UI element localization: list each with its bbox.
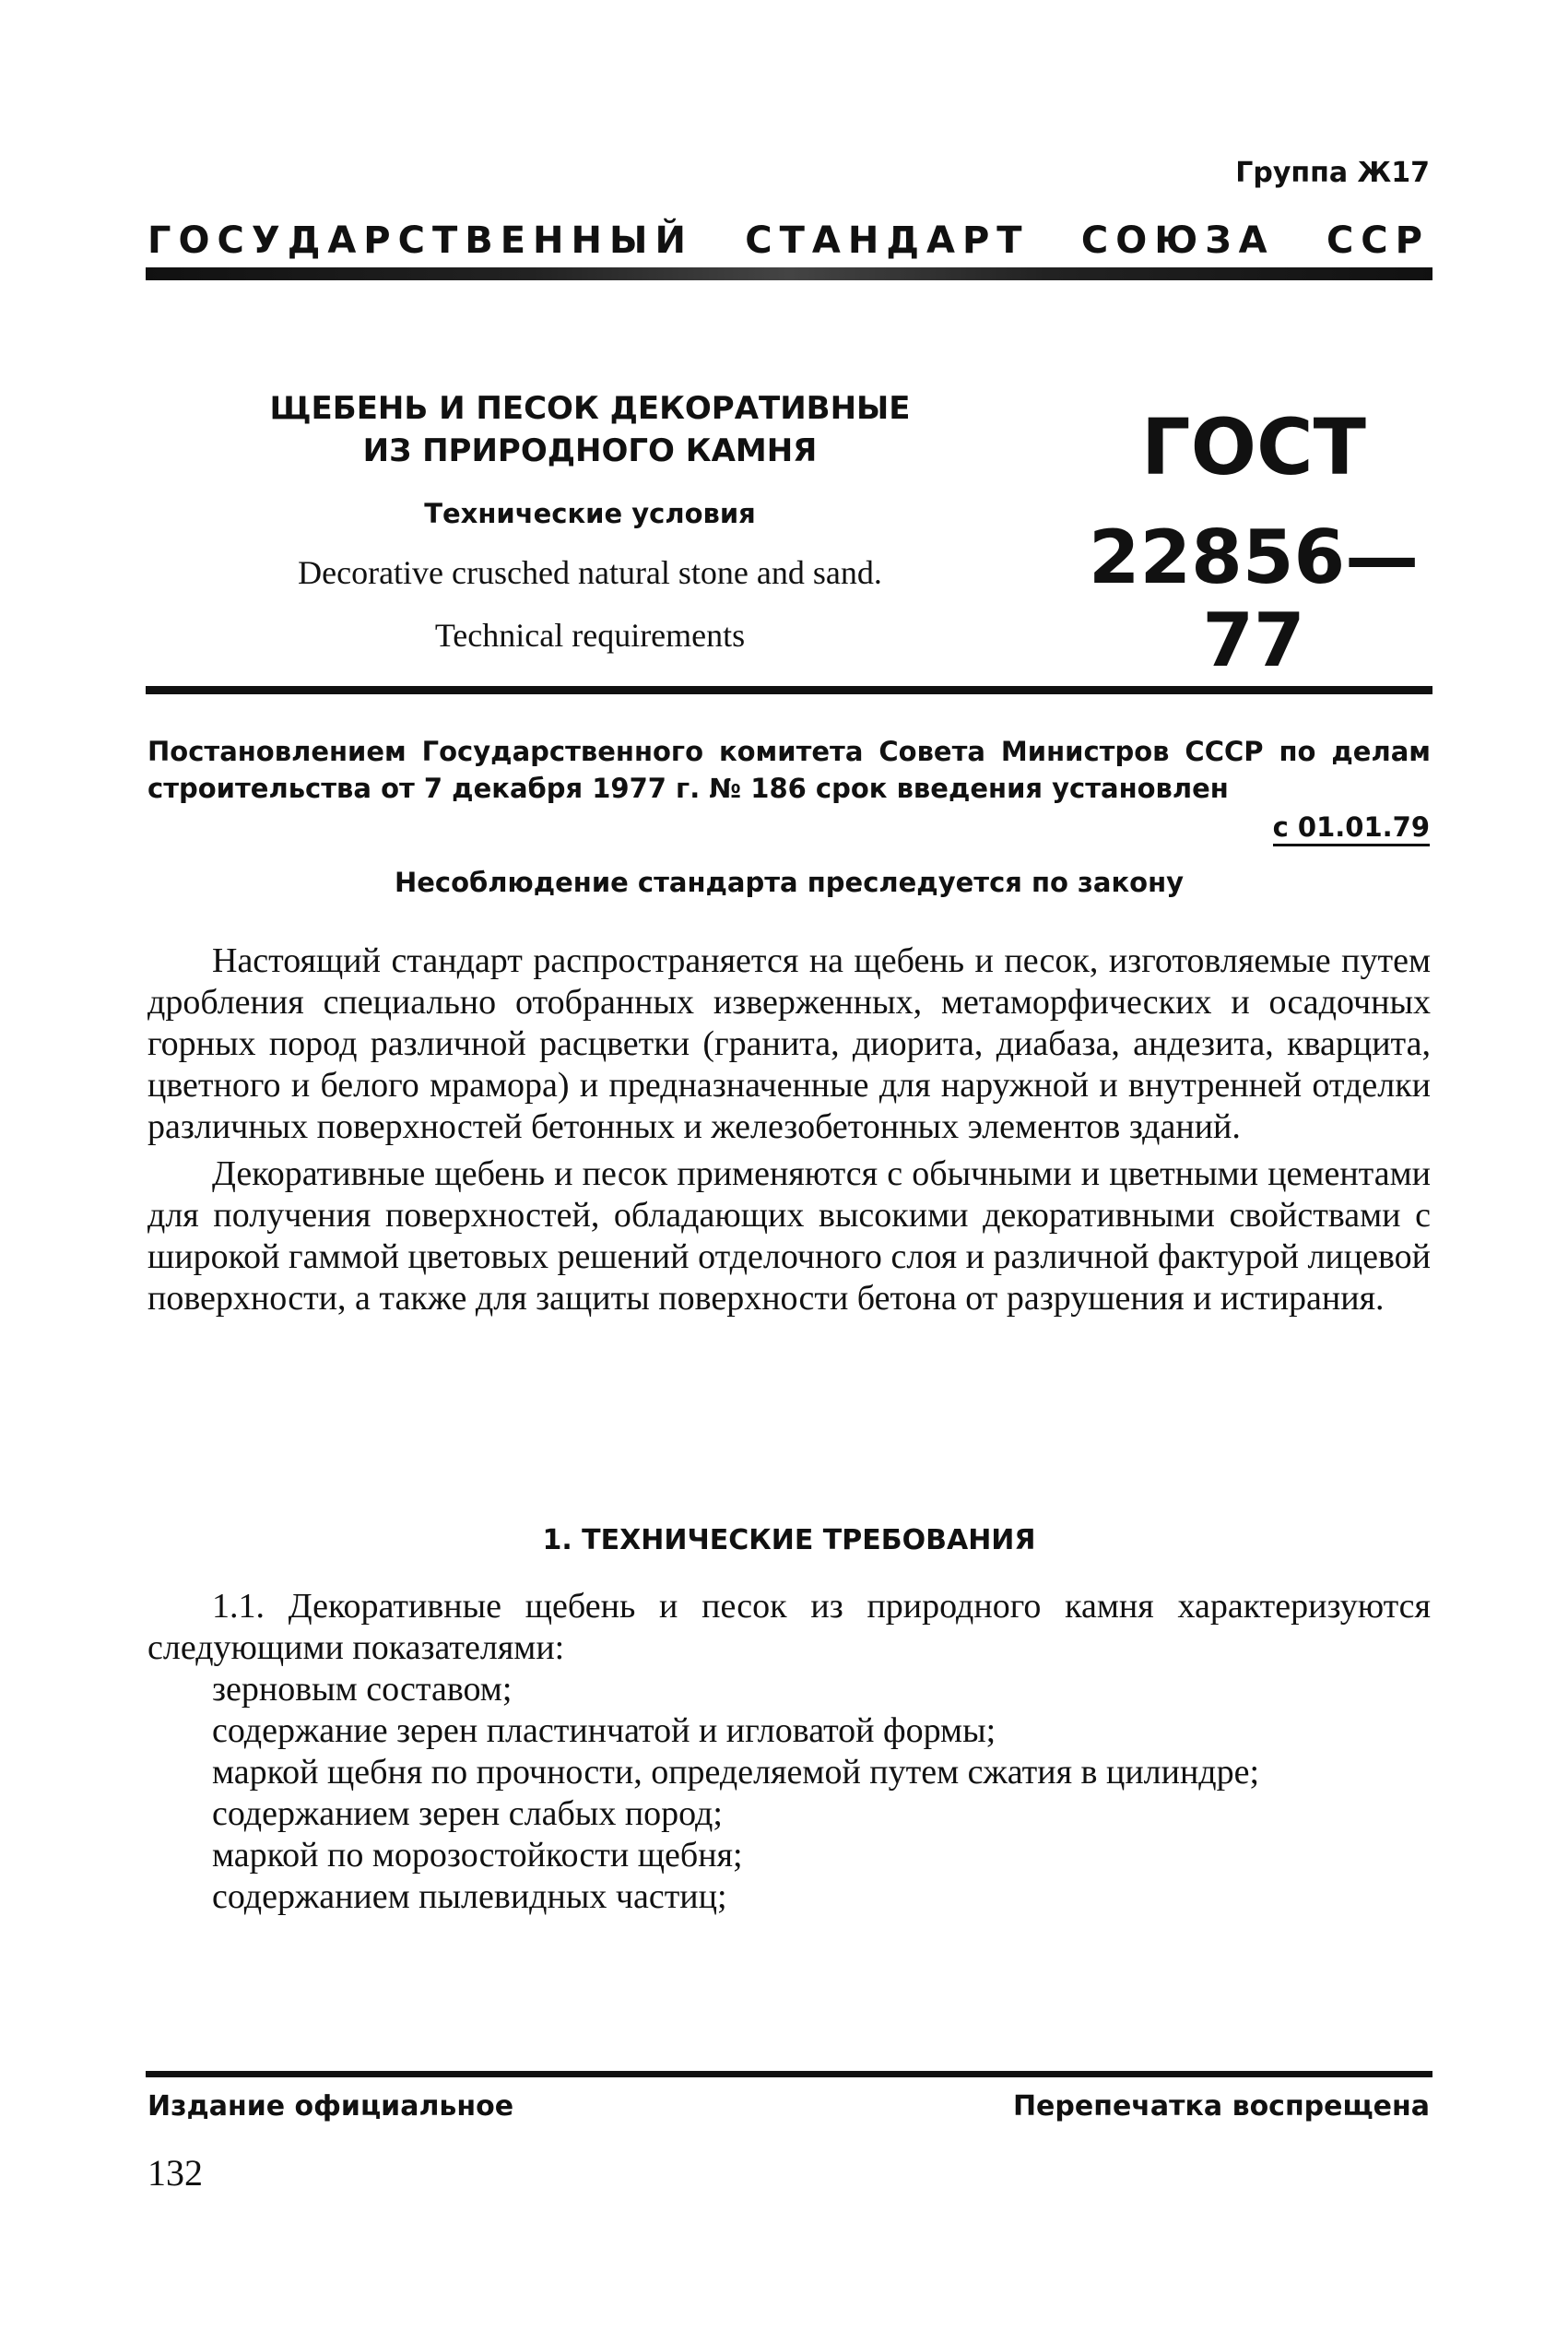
top-divider [146,267,1432,280]
list-item: маркой щебня по прочности, определяемой путем сжатия в цилиндре; [212,1753,1260,1792]
intro-paragraphs [147,940,1431,1325]
middle-divider [146,686,1432,694]
list-item: содержание зерен пластинчатой и игловатой формы; [212,1711,996,1750]
heading-word: ГОСУДАРСТВЕННЫЙ [147,219,693,262]
title-en-line2: Technical requirements [434,617,746,654]
group-code: Группа Ж17 [1235,157,1430,189]
paragraph: Настоящий стандарт распространяется на щебень и песок, изготовляемые путем дробления специально отобранных изверженных, метаморфических и осадочных горных пород различной расцветки (гранита, диорита, диабаза, андезита, кварцита, цветного и белого мрамора) и предназначенные для наружной и внутренней отделки различных поверхностей бетонных и железобетонных элементов зданий. [147,941,1431,1146]
title-en-line1: Decorative crusched natural stone and sand. [298,554,882,591]
title-ru-line1: ЩЕБЕНЬ И ПЕСОК ДЕКОРАТИВНЫЕ [269,390,911,427]
heading-word: СОЮЗА [1080,219,1275,262]
list-item: содержанием зерен слабых пород; [212,1794,723,1833]
page-number: 132 [147,2152,203,2194]
clause-intro: 1.1. Декоративные щебень и песок из природного камня характеризуются следующими показателями: [147,1587,1431,1667]
section-title: 1. ТЕХНИЧЕСКИЕ ТРЕБОВАНИЯ [542,1524,1036,1556]
effective-date: с 01.01.79 [1273,811,1430,846]
official-edition-label: Издание официальное [147,2090,514,2123]
heading-word: ССР [1326,219,1430,262]
requirements-list [147,1586,1431,1918]
list-item: содержанием пылевидных частиц; [212,1877,727,1916]
paragraph: Декоративные щебень и песок применяются с обычными и цветными цементами для получения поверхностей, обладающих высокими декоративными свойствами с широкой гаммой цветовых решений отделочного слоя и различной фактурой лицевой поверхности, а также для защиты поверхности бетона от разрушения и истирания. [147,1154,1431,1318]
gost-number: 22856—77 [1088,514,1420,683]
noncompliance-notice: Несоблюдение стандарта преследуется по закону [394,867,1185,898]
subtitle-ru: Технические условия [424,498,756,529]
gost-label: ГОСТ [1141,402,1366,492]
heading-word: СТАНДАРТ [745,219,1030,262]
reprint-prohibited-label: Перепечатка воспрещена [1012,2090,1430,2123]
state-standard-heading [147,219,1430,262]
document-title-block [230,387,949,655]
list-item: маркой по морозостойкости щебня; [212,1836,743,1875]
list-item: зерновым составом; [212,1670,513,1709]
decree-text: Постановлением Государственного комитета Совета Министров СССР по делам строительства от 7 декабря 1977 г. № 186 срок введения установлен [147,736,1431,804]
title-ru-line2: ИЗ ПРИРОДНОГО КАМНЯ [362,432,818,469]
bottom-divider [146,2071,1432,2077]
